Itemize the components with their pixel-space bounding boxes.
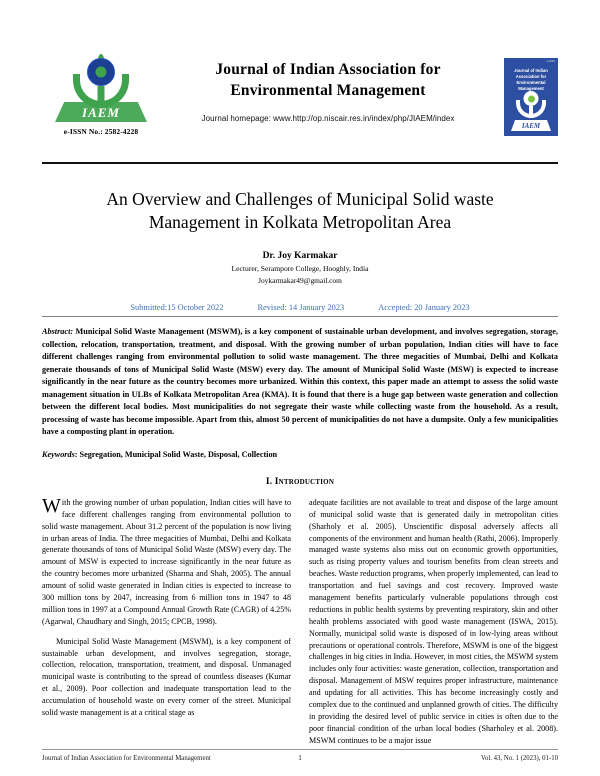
author-email: Joykarmakar49@gmail.com — [258, 275, 342, 285]
dates-divider — [42, 316, 558, 317]
author-name: Dr. Joy Karmakar — [262, 250, 338, 261]
abstract-text: Municipal Solid Waste Management (MSWM), is a key component of sustainable urban development, and involves segregation, storage, collection, relocation, transportation, treatment, and disposal. With the growing number of urban population, Indian cities will have to face different challenges ranging from environmental pollution to solid waste management. The three megacities of Mumbai, Delhi and Kolkata generate thousands of tons of Municipal Solid Waste (MSW) every day. The amount of Municipal Solid Waste (MSW) is expected to increase significantly in the near future as the country becomes more urbanized. Within this context, this paper made an attempt to assess the solid waste management situation in ULBs of Kolkata Metropolitan Area (KMA). It is found that there is a huge gap between waste generation and collection between the different local bodies. Most municipalities do not segregate their waste while collecting waste from the household. As a result, processing of waste has become impossible. Apart from this, almost 50 percent of municipalities do not have a dumpsite. Only a few municipalities have a composting plant in operation. — [42, 327, 558, 437]
date-submitted: Submitted:15 October 2022 — [130, 303, 224, 313]
keywords-text: : Segregation, Municipal Solid Waste, Disposal, Collection — [74, 449, 278, 459]
eissn-label: e-ISSN No.: 2582-4228 — [63, 127, 139, 136]
paragraph-intro-1-text: ith the growing number of urban population, Indian cities will have to face different challenges ranging from environmental pollution to solid waste management. About 31.2 percent of the population is now living in urban areas of India. The three megacities of Mumbai, Delhi and Kolkata generate thousands of tons of Municipal Solid Waste (MSW) every day. The amount of MSW is expected to increase significantly in the near future as the country becomes more urbanized (Sharma and Shah, 2005). The annual amount of solid waste generated in Indian cities is expected to increase to 300 million tons by 2047, increasing from 6 million tons in 1947 to 48 million tons in 1997 at a Compound Annual Growth Rate (CAGR) of 4.25% (Agarwal, Chaudhary and Singh, 2015; CPCB, 1998). — [42, 497, 291, 626]
paragraph-intro-3: adequate facilities are not available to treat and dispose of the large amount of municipal solid waste that is generated daily in metropolitan cities (Sharholy et al. 2005). Unscientific disposal adversely affects all components of the environment and human health (Rathi, 2006). Improperly managed waste systems also miss out on economic growth opportunities, such as rising property values and tourism benefits from clean streets and beaches. Waste reduction programs, when properly implemented, can lead to transportation and fuel savings and cost recovery. Improved waste management benefits particularly vulnerable populations through cost reductions in public health systems by preventing respiratory, skin and other health problems associated with good waste management (ISWA, 2015). Normally, municipal solid waste is disposed of in low-lying areas without precautions or operational controls. Therefore, MSWM is one of the biggest challenges in big cities in India. However, in most cities, the MSWM system includes only four activities: waste generation, collection, transportation and disposal. Management of MSW requires proper infrastructure, maintenance and updating for all activities. This has become increasingly costly and complex due to the continued and unplanned growth of cities. The difficulty in providing the desired level of public service in cities is often due to the poor financial condition of the urban local bodies (Sharholey et al. 2008). MSWM continues to be a major issue — [309, 497, 558, 745]
footer-volume-info: Vol. 43, No. 1 (2023), 01-10 — [480, 755, 558, 762]
body-column-right — [309, 497, 558, 755]
date-accepted: Accepted: 20 January 2023 — [378, 303, 470, 313]
page-footer — [42, 749, 558, 762]
date-revised: Revised: 14 January 2023 — [257, 303, 345, 313]
journal-title — [166, 60, 490, 102]
masthead-logo-block — [42, 58, 160, 136]
cover-issn-text: e-ISSN — [546, 60, 555, 63]
journal-title-line-1: Journal of Indian Association for — [215, 61, 441, 78]
journal-masthead — [42, 0, 558, 154]
abstract-label: Abstract: — [42, 327, 74, 337]
paragraph-intro-1 — [42, 494, 291, 628]
page-title: An Overview and Challenges of Municipal Solid waste Management in Kolkata Metropolitan Area — [106, 189, 494, 233]
footer-page-number: 1 — [298, 753, 302, 762]
journal-homepage-link[interactable]: Journal homepage: www.http://op.niscair.res.in/index/php/JIAEM/index — [201, 113, 455, 123]
publication-dates — [42, 303, 558, 312]
journal-title-line-2: Environmental Management — [230, 81, 426, 99]
section-heading-introduction: I. Introduction — [265, 476, 335, 487]
author-affiliation: Lecturer, Serampore College, Hooghly, India — [231, 264, 369, 274]
logo-acronym-text: IAEM — [82, 105, 120, 120]
footer-divider — [42, 749, 558, 750]
masthead-cover-block — [496, 58, 558, 136]
body-column-left — [42, 494, 291, 755]
cover-logo-icon — [510, 91, 552, 131]
body-columns — [42, 494, 558, 755]
keywords-label: Keywords — [42, 449, 75, 459]
cover-logo-stem-icon — [529, 106, 533, 118]
journal-cover-thumbnail — [504, 58, 558, 136]
keywords-section — [42, 449, 558, 461]
abstract-section — [42, 326, 558, 438]
drop-cap: W — [42, 494, 61, 517]
cover-title-text: Journal of Indian Association for Environmental Management — [514, 68, 548, 92]
author-block — [42, 249, 558, 286]
paragraph-intro-2: Municipal Solid Waste Management (MSWM), is a key component of sustainable urban development, and involves segregation, storage, collection, relocation, transportation, treatment, and disposal. Unmanaged municipal waste is contributing to the spread of countless diseases (Kumar et al., 2009). Poor collection and inadequate transportation lead to the accumulation of household waste on every corner of the street. Municipal solid waste management is at a critical stage as — [42, 636, 291, 718]
masthead-divider — [42, 162, 558, 164]
footer-journal-name: Journal of Indian Association for Environmental Management — [42, 755, 211, 762]
masthead-title-block — [160, 58, 496, 123]
cover-logo-acronym: IAEM — [521, 122, 541, 130]
iaem-logo-icon — [53, 58, 149, 124]
